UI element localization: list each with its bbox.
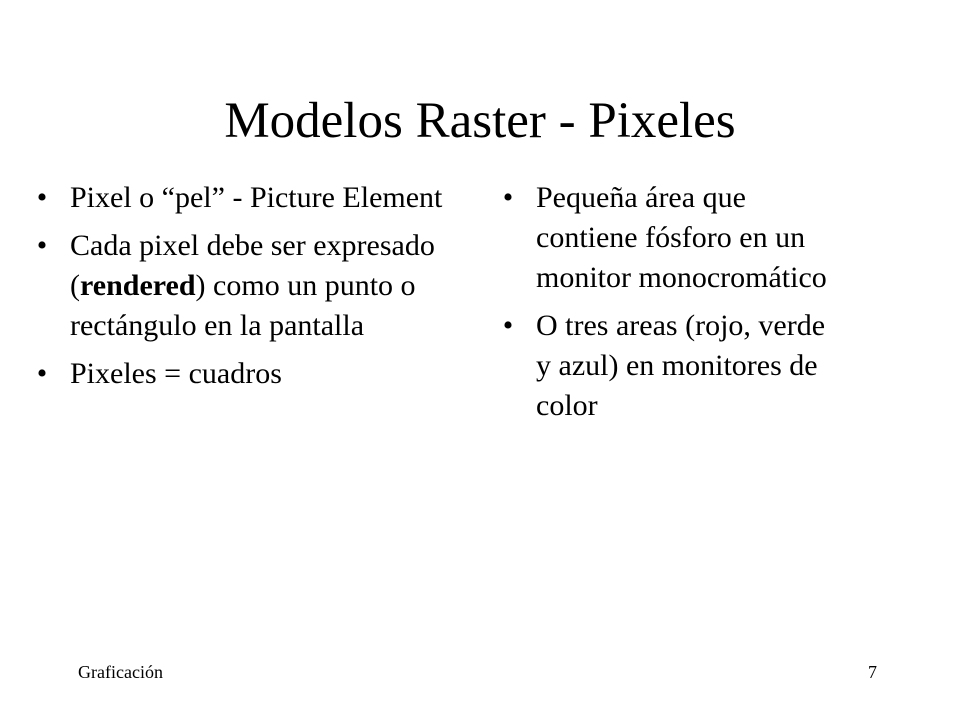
list-item-text-part: Cada pixel debe ser expresado ( xyxy=(70,229,435,302)
list-item xyxy=(32,354,452,394)
list-item xyxy=(498,306,828,426)
list-item xyxy=(498,178,828,298)
list-item-text: Pixeles = cuadros xyxy=(70,357,282,390)
left-column xyxy=(32,178,452,402)
list-item-text: Pequeña área que contiene fósforo en un monitor monocromático xyxy=(536,181,827,294)
list-item-text-part: ) como un punto o rectángulo en la pantalla xyxy=(70,269,416,342)
list-item-bold-term: rendered xyxy=(80,269,196,302)
bullet-icon: • xyxy=(502,181,514,214)
bullet-icon: • xyxy=(36,181,48,214)
list-item xyxy=(32,178,452,218)
page-number: 7 xyxy=(868,662,877,682)
right-column xyxy=(498,178,828,434)
footer-course-name: Graficación xyxy=(78,662,163,682)
right-bullet-list xyxy=(498,178,828,426)
list-item-text: O tres areas (rojo, verde y azul) en monitores de color xyxy=(536,309,826,422)
list-item-text: Pixel o “pel” - Picture Element xyxy=(70,181,443,214)
list-item xyxy=(32,226,452,346)
slide-title: Modelos Raster - Pixeles xyxy=(224,93,736,149)
bullet-icon: • xyxy=(36,357,48,390)
bullet-icon: • xyxy=(36,229,48,262)
bullet-icon: • xyxy=(502,309,514,342)
left-bullet-list xyxy=(32,178,452,394)
